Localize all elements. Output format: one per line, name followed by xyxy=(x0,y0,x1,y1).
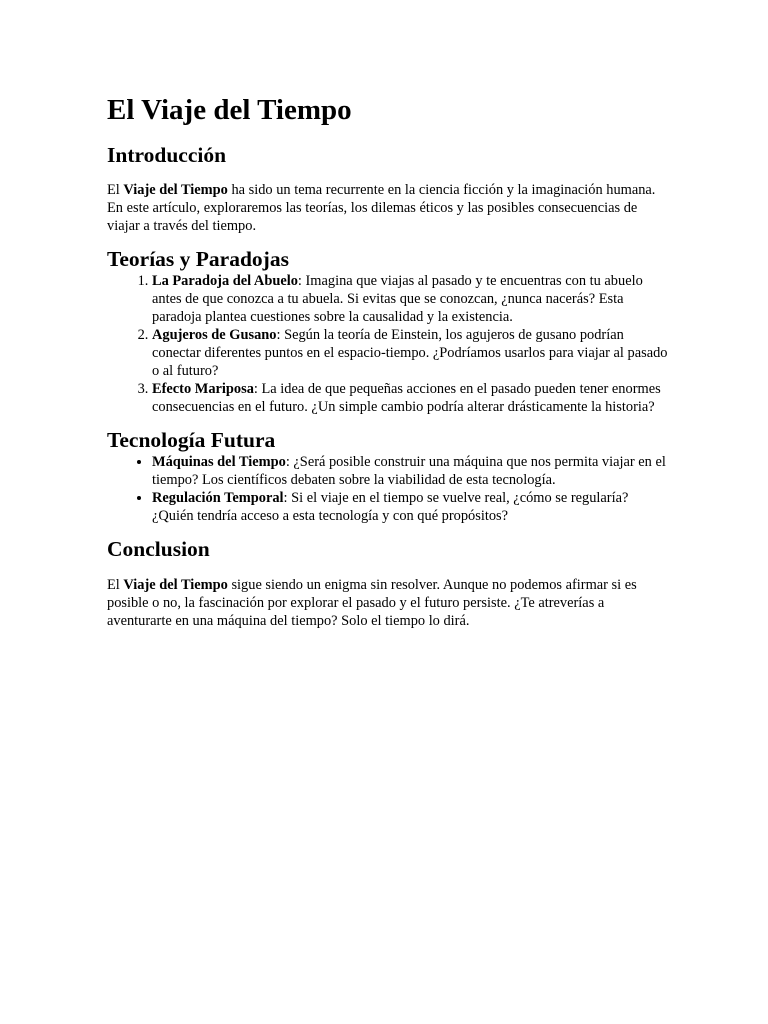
teorias-list xyxy=(107,272,668,416)
item-term: La Paradoja del Abuelo xyxy=(152,273,298,289)
list-item xyxy=(152,489,668,525)
conclusion-paragraph xyxy=(107,576,668,630)
heading-teorias: Teorías y Paradojas xyxy=(107,247,289,271)
item-text: : ¿Será posible construir una máquina que nos permita viajar en el tiempo? Los científicos debaten sobre la viabilidad de esta tecnología. xyxy=(152,454,666,488)
heading-conclusion: Conclusion xyxy=(107,537,210,561)
conclusion-pre: El xyxy=(107,577,124,593)
item-term: Regulación Temporal xyxy=(152,490,284,506)
conclusion-post: sigue siendo un enigma sin resolver. Aunque no podemos afirmar si es posible o no, la fascinación por explorar el pasado y el futuro persiste. ¿Te atreverías a aventurarte en una máquina del tiempo? Solo el tiempo lo dirá. xyxy=(107,577,637,629)
tecnologia-list xyxy=(107,453,668,525)
intro-post: ha sido un tema recurrente en la ciencia ficción y la imaginación humana. En este artículo, exploraremos las teorías, los dilemas éticos y las posibles consecuencias de viajar a través del tiempo. xyxy=(107,182,656,234)
heading-tecnologia: Tecnología Futura xyxy=(107,428,276,452)
list-item xyxy=(152,272,668,326)
item-text: : Según la teoría de Einstein, los agujeros de gusano podrían conectar diferentes puntos en el espacio-tiempo. ¿Podríamos usarlos para viajar al pasado o al futuro? xyxy=(152,327,668,379)
intro-pre: El xyxy=(107,182,124,198)
list-item xyxy=(152,326,668,380)
item-term: Máquinas del Tiempo xyxy=(152,454,286,470)
heading-introduccion: Introducción xyxy=(107,143,227,167)
item-text: : La idea de que pequeñas acciones en el pasado pueden tener enormes consecuencias en el futuro. ¿Un simple cambio podría alterar drásticamente la historia? xyxy=(152,381,661,415)
list-item xyxy=(152,453,668,489)
conclusion-bold-term: Viaje del Tiempo xyxy=(123,577,228,593)
document-title: El Viaje del Tiempo xyxy=(107,94,352,126)
intro-bold-term: Viaje del Tiempo xyxy=(123,182,228,198)
intro-paragraph xyxy=(107,181,668,235)
item-text: : Si el viaje en el tiempo se vuelve real, ¿cómo se regularía? ¿Quién tendría acceso a esta tecnología y con qué propósitos? xyxy=(152,490,629,524)
item-text: : Imagina que viajas al pasado y te encuentras con tu abuelo antes de que conozca a tu abuela. Si evitas que se conozcan, ¿nunca nacerás? Esta paradoja plantea cuestiones sobre la causalidad y la existencia. xyxy=(152,273,643,325)
item-term: Efecto Mariposa xyxy=(152,381,254,397)
item-term: Agujeros de Gusano xyxy=(152,327,277,343)
list-item xyxy=(152,380,668,416)
